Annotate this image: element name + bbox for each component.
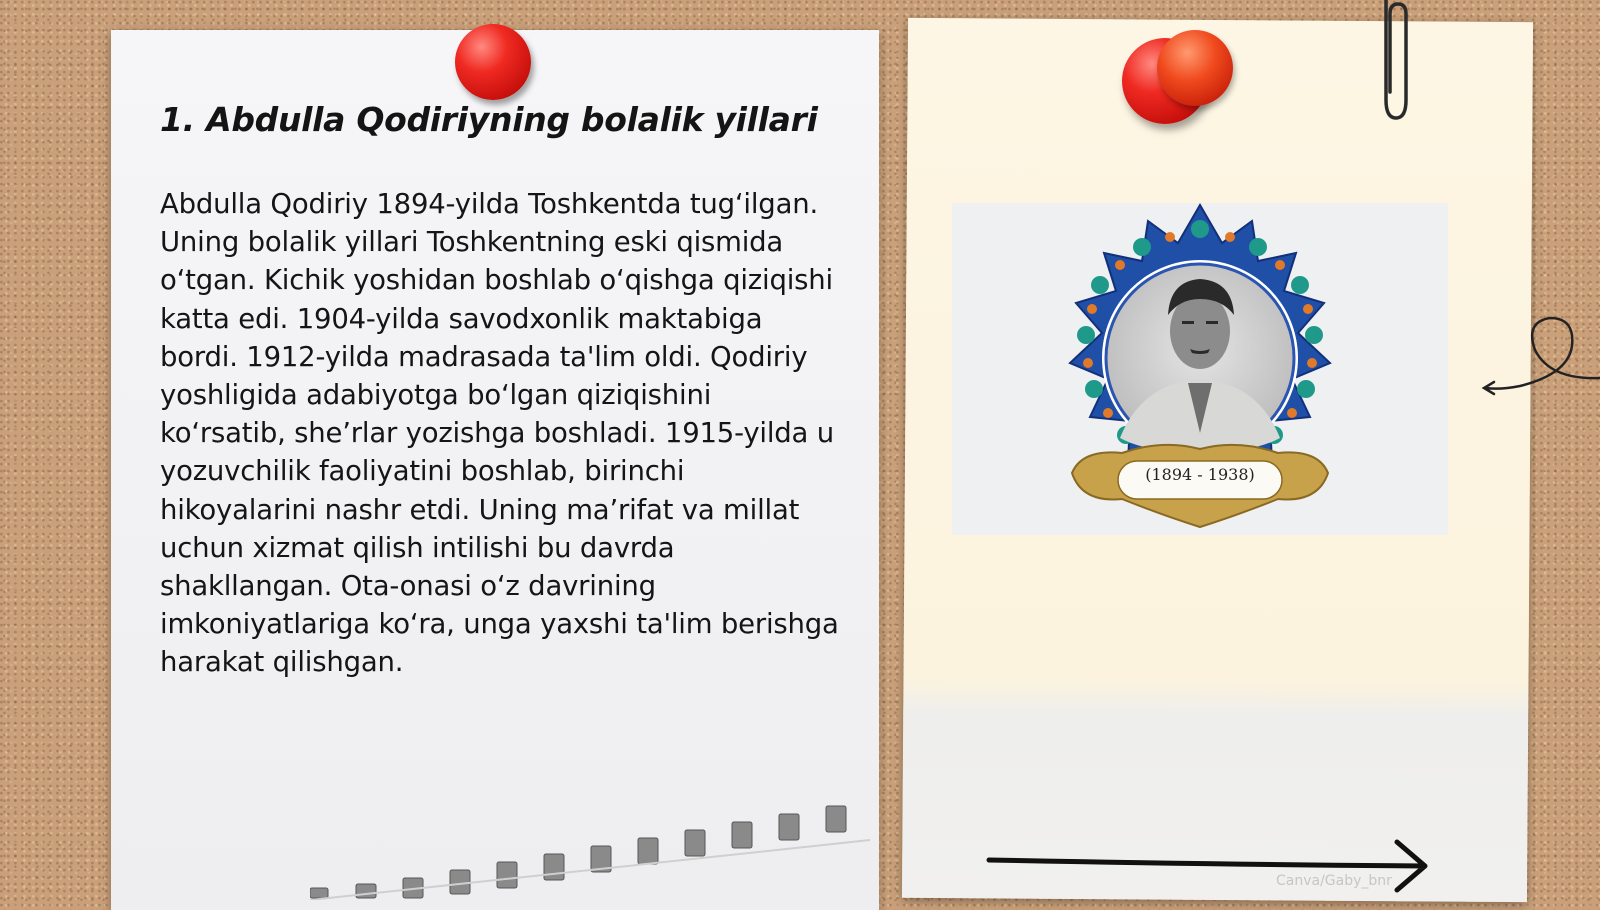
slide-body-text: Abdulla Qodiriy 1894-yilda Toshkentda tug‘ilgan. Uning bolalik yillari Toshkentning eski qismida o‘tgan. Kichik yoshidan boshlab o‘qishga qiziqishi katta edi. 1904-yilda savodxonlik maktabiga bordi. 1912-yilda madrasada ta'lim oldi. Qodiriy yoshligida adabiyotga bo‘lgan qiziqishini ko‘rsatib, she’rlar yozishga boshladi. 1915-yilda u yozuvchilik faoliyatini boshlab, birinchi hikoyalarini nashr etdi. Uning ma’rifat va millat uchun xizmat qilish intilishi bu davrda shakllangan. Ota-onasi o‘z davrining imkoniyatlariga ko‘ra, unga yaxshi ta'lim berishga harakat qilishgan. bbox=[160, 188, 839, 679]
portrait-image bbox=[952, 203, 1448, 535]
slide-title: 1. Abdulla Qodiriyning bolalik yillari bbox=[160, 100, 818, 139]
spiral-binding-decoration bbox=[310, 800, 870, 900]
portrait-dates-label: (1894 - 1938) bbox=[1145, 465, 1255, 484]
pushpin-icon bbox=[1157, 30, 1233, 106]
paperclip-icon bbox=[1372, 0, 1412, 125]
arrow-right-icon bbox=[985, 838, 1445, 898]
portrait-panel bbox=[952, 203, 1448, 535]
pushpin-icon bbox=[455, 24, 531, 100]
watermark-text: Canva/Gaby_bnr bbox=[1276, 873, 1392, 889]
doodle-loop-icon bbox=[1480, 310, 1600, 410]
